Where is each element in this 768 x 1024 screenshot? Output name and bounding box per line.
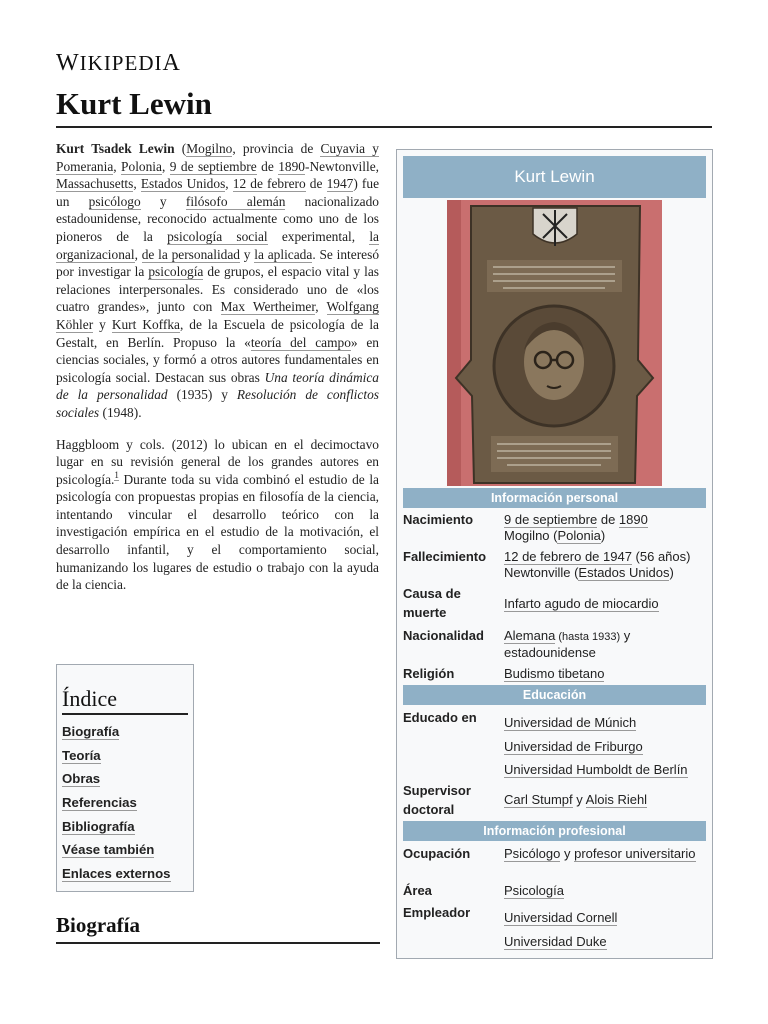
link-death-date[interactable]: 12 de febrero: [232, 176, 306, 192]
link-universidad-cornell[interactable]: Universidad Cornell: [504, 910, 618, 925]
wikipedia-logo[interactable]: WIKIPEDIA: [56, 50, 181, 76]
link-carl-stumpf[interactable]: Carl Stumpf: [504, 792, 573, 807]
intro-paragraph-2: Haggbloom y cols. (2012) lo ubican en el decimoctavo lugar en su revisión general de los grandes autores en psicología.$^1$ Durante toda su vida combinó el estudio de la psicología con propuestas propias en filosofía de la ciencia, intentando vincular el desarrollo teórico con la investigación empírica en el estudio de la motivación, el desarrollo infantil, y el comportamiento social, humanizando los lugares de estudio o trabajo con la ayuda de la ciencia.: [56, 436, 379, 593]
plaque-inscription-bottom: [491, 436, 618, 472]
toc-title: Índice: [62, 687, 188, 715]
section-heading-biografia: Biografía: [56, 912, 380, 944]
infobox-section-professional: Información profesional: [403, 821, 706, 841]
link-teoria-del-campo[interactable]: teoría del campo: [250, 334, 351, 350]
infobox-section-personal: Información personal: [403, 488, 706, 508]
link-wolfgang-kohler[interactable]: Wolfgang Köhler: [56, 299, 379, 332]
link-psicologia-social[interactable]: psicología social: [167, 228, 268, 244]
link-estados-unidos[interactable]: Estados Unidos: [578, 565, 670, 580]
toc-item-bibliografia[interactable]: Bibliografía: [62, 818, 135, 834]
infobox-section-education: Educación: [403, 685, 706, 705]
toc-item-biografia[interactable]: Biografía: [62, 724, 120, 739]
link-birth-year[interactable]: 1890: [618, 512, 648, 527]
link-death-date[interactable]: 12 de febrero de 1947: [504, 549, 632, 564]
link-alois-riehl[interactable]: Alois Riehl: [585, 792, 648, 807]
toc-item-vease-tambien[interactable]: Véase también: [62, 842, 155, 858]
link-polonia[interactable]: Polonia: [557, 528, 601, 543]
link-universidad-friburgo[interactable]: Universidad de Friburgo: [504, 738, 643, 754]
link-polonia[interactable]: Polonia: [121, 158, 162, 174]
link-alemana[interactable]: Alemana: [504, 628, 556, 643]
link-psicologia[interactable]: Psicología: [504, 883, 564, 898]
toc-item-teoria[interactable]: Teoría: [62, 747, 101, 763]
plaque-wall-shade: [447, 200, 461, 486]
link-kurt-koffka[interactable]: Kurt Koffka: [111, 316, 180, 332]
link-infarto[interactable]: Infarto agudo de miocardio: [504, 596, 659, 611]
link-massachusetts[interactable]: Massachusetts: [56, 176, 134, 192]
page-title: Kurt Lewin: [56, 84, 712, 128]
link-max-wertheimer[interactable]: Max Wertheimer: [220, 299, 316, 315]
toc-item-enlaces-externos[interactable]: Enlaces externos: [62, 866, 171, 882]
link-universidad-humboldt[interactable]: Universidad Humboldt de Berlín: [504, 762, 688, 777]
link-psicologo[interactable]: Psicólogo: [504, 846, 561, 861]
link-birth-year[interactable]: 1890: [278, 158, 305, 174]
infobox: Kurt Lewin Información personal Nacimiento 9 de septiembre de 1890 Mogilno (Polonia) Fallecimiento 12 de febrero de 1947 (56 años) Newtonville (Estados Unidos) Causa de muerte Infarto agudo de miocardio Nacionalidad Alemana (hasta 1933) y estadounidense Religión Budismo tibetano Educación Educado en Universidad de Múnich Universidad de Friburgo Universidad Humboldt de Berlín Supervisor doctoral Carl Stumpf y Alois Riehl Información profesional Ocupación Psicólogo y profesor universitario Área Psicología Empleador Universidad Cornell Universidad Duke: [396, 149, 713, 959]
link-budismo-tibetano[interactable]: Budismo tibetano: [504, 666, 605, 681]
toc-item-referencias[interactable]: Referencias: [62, 795, 137, 811]
infobox-title: Kurt Lewin: [403, 156, 706, 198]
link-psicologo[interactable]: psicólogo: [88, 193, 141, 209]
subject-name: Kurt Tsadek Lewin: [56, 141, 175, 156]
link-universidad-duke[interactable]: Universidad Duke: [504, 933, 607, 949]
article-body: [56, 140, 379, 608]
link-organizacional[interactable]: la organizacional: [56, 228, 379, 262]
link-universidad-munich[interactable]: Universidad de Múnich: [504, 715, 637, 730]
memorial-plaque-image[interactable]: [447, 200, 662, 486]
link-estados-unidos[interactable]: Estados Unidos: [140, 176, 226, 192]
link-death-year[interactable]: 1947: [326, 176, 354, 192]
link-aplicada[interactable]: la aplicada: [254, 246, 313, 262]
table-of-contents: [56, 664, 194, 892]
link-birth-date[interactable]: 9 de septiembre: [504, 512, 598, 527]
plaque-inscription-top: [487, 260, 622, 292]
link-birth-date[interactable]: 9 de septiembre: [169, 158, 257, 174]
link-mogilno[interactable]: Mogilno: [186, 141, 233, 156]
link-filosofo-aleman[interactable]: filósofo alemán: [185, 193, 286, 209]
toc-item-obras[interactable]: Obras: [62, 771, 101, 787]
intro-paragraph-1: Kurt Tsadek Lewin (Mogilno, provincia de Cuyavia y Pomerania, Polonia, 9 de septiembre de 1890-Newtonville, Massachusetts, Estados Unidos, 12 de febrero de 1947) fue un psicólogo y filósofo alemán nacionalizado estadounidense, reconocido actualmente como uno de los pioneros de la psicología social experimental, la organizacional, de la personalidad y la aplicada. Se interesó por investigar la psicología de grupos, el espacio vital y las relaciones interpersonales. Es considerado uno de «los cuatro grandes», junto con Max Wertheimer, Wolfgang Köhler y Kurt Koffka, de la Escuela de psicología de la Gestalt, en Berlín. Propuso la «teoría del campo» en ciencias sociales, y formó a otros autores fundamentales en psicología social. Destacan sus obras Una teoría dinámica de la personalidad (1935) y Resolución de conflictos sociales (1948).: [56, 141, 380, 420]
link-psicologia[interactable]: psicología: [148, 264, 204, 280]
reference-link[interactable]: 1: [114, 470, 119, 481]
link-cuyavia[interactable]: Cuyavia y Pomerania: [56, 141, 379, 174]
link-personalidad[interactable]: de la personalidad: [141, 246, 240, 262]
link-profesor-universitario[interactable]: profesor universitario: [574, 846, 696, 861]
